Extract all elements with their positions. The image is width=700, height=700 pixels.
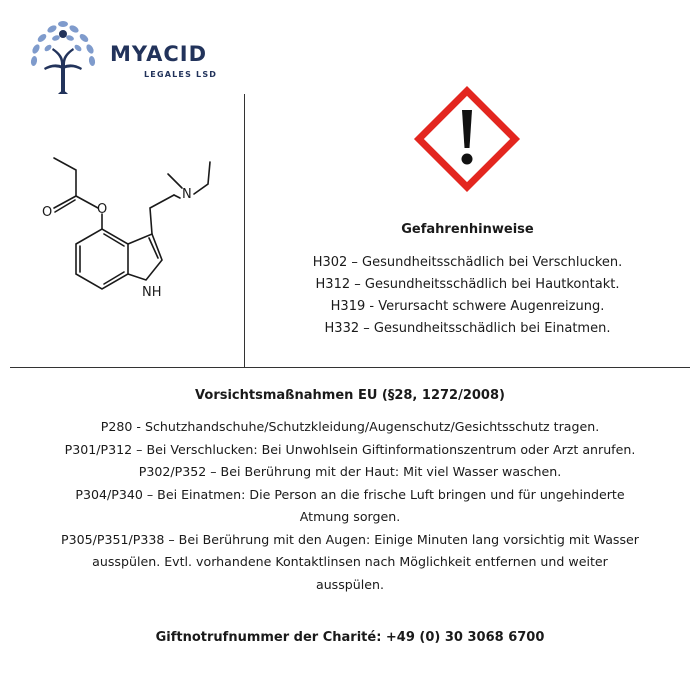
hazard-statements [245,222,690,340]
hazard-line: H319 - Verursacht schwere Augenreizung. [330,299,605,314]
precaution-line: ausspülen. [315,576,385,592]
tree-logo-icon [28,16,98,96]
horizontal-divider [10,367,690,368]
brand-subtitle: LEGALES LSD [144,70,218,79]
precaution-line: P280 - Schutzhandschuhe/Schutzkleidung/Augenschutz/Gesichtsschutz tragen. [100,419,600,434]
atom-n-label: N [182,187,192,202]
brand-name: MYACID [110,42,208,66]
atom-nh-label: NH [142,285,162,300]
precautionary-statements [0,388,700,596]
hazard-line: H332 – Gesundheitsschädlich bei Einatmen. [324,321,611,336]
hazard-line: H312 – Gesundheitsschädlich bei Hautkontakt. [315,277,620,292]
precaution-line: P302/P352 – Bei Berührung mit der Haut: Mit viel Wasser waschen. [138,464,562,479]
precaution-line: Atmung sorgen. [299,509,401,524]
atom-o-carbonyl-label: O [42,205,53,220]
hazard-title: Gefahrenhinweise [401,222,534,237]
precautions-title: Vorsichtsmaßnahmen EU (§28, 1272/2008) [195,388,505,403]
precaution-line: ausspülen. Evtl. vorhandene Kontaktlinsen nach Möglichkeit entfernen und weiter [92,554,608,569]
precaution-line: P305/P351/P338 – Bei Berührung mit den Augen: Einige Minuten lang vorsichtig mit Wasser [61,531,639,547]
precaution-line: P304/P340 – Bei Einatmen: Die Person an die frische Luft bringen und für ungehinderte [75,486,625,502]
brand-logo [24,16,254,96]
precaution-line: P301/P312 – Bei Verschlucken: Bei Unwohlsein Giftinformationszentrum oder Arzt anrufen. [64,441,636,457]
molecule-structure [28,150,238,310]
emergency-phone: Giftnotrufnummer der Charité: +49 (0) 30 3068 6700 [155,630,545,645]
hazard-line: H302 – Gesundheitsschädlich bei Verschlucken. [312,255,623,270]
atom-o-label: O [97,202,108,217]
ghs-exclamation-icon [412,84,522,194]
